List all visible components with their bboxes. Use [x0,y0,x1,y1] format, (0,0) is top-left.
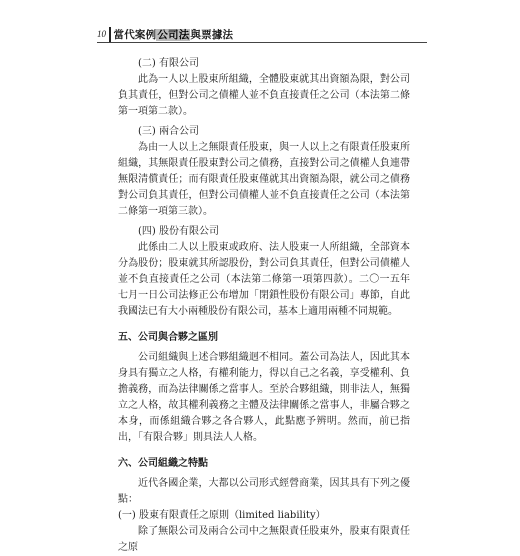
book-title-left: 當代案例 [113,28,157,41]
header-rule [97,42,427,43]
book-title [114,27,234,42]
subsection-heading: (三) 兩合公司 [138,126,199,137]
section-heading: 六、公司組織之特點 [118,458,208,469]
paragraph: 此為一人以上股東所組織，全體股東就其出資額為限，對公司負其責任，但對公司之債權人並不負直接責任之公司（本法第二條第一項第二款）。 [118,74,410,117]
subsection-heading: (二) 有限公司 [138,58,199,69]
subsection-heading: (一) 股東有限責任之原則（limited liability） [118,510,326,521]
paragraph: 公司組織與上述合夥組織迥不相同。蓋公司為法人，因此其本身具有獨立之人格，有權利能力，得以自己之名義，享受權利、負擔義務，而為法律關係之當事人。至於合夥組織，則非法人，無獨立之人格，故其權利義務之主體及法律關係之當事人，非屬合夥之本身，而係組織合夥之各合夥人，此點應予辨明。然而，前已指出，「有限合夥」則具法人人格。 [118,352,410,443]
page-number: 10 [97,29,106,39]
running-header [97,26,233,42]
paragraph: 此係由二人以上股東或政府、法人股東一人所組織，全部資本分為股份；股東就其所認股份，對公司負其責任，但對公司債權人並不負直接責任之公司（本法第二條第一項第四款）。二〇一五年七月一日公司法修正公布增加「閉鎖性股份有限公司」專節，自此我國法已有大小兩種股份有限公司，基本上適用兩種不同規範。 [118,242,410,317]
page-body [118,56,410,556]
paragraph: 除了無限公司及兩合公司中之無限責任股東外，股東有限責任之原 [118,526,410,553]
book-title-highlight: 公司法 [157,28,190,41]
section-heading: 五、公司與合夥之區別 [118,332,218,343]
paragraph: 近代各國企業，大都以公司形式經營商業，因其具有下列之優點： [118,478,410,505]
book-title-right: 與票據法 [190,28,234,41]
paragraph: 為由一人以上之無限責任股東，與一人以上之有限責任股東所組織，其無限責任股東對公司之債務，直接對公司之債權人負連帶無限清償責任；而有限責任股東僅就其出資額為限，就公司之債務對公司負其責任，但對公司債權人並不負直接責任之公司（本法第二條第一項第三款）。 [118,142,410,217]
subsection-heading: (四) 股份有限公司 [138,226,219,237]
header-divider [109,27,111,42]
